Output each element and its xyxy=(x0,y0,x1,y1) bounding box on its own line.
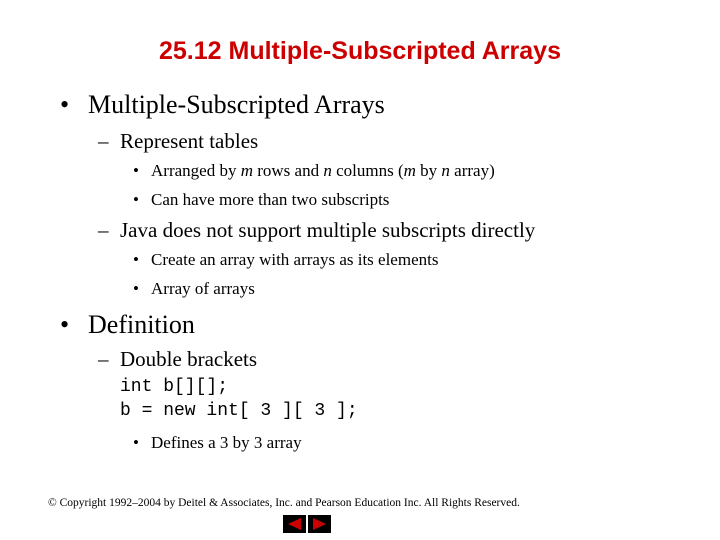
code-line-declaration: int b[][]; xyxy=(120,377,229,397)
code-line-allocation: b = new int[ 3 ][ 3 ]; xyxy=(120,401,358,421)
bullet-marker: • xyxy=(133,279,139,298)
text-part: array) xyxy=(449,161,495,180)
text-part: rows and xyxy=(252,161,324,180)
dash-marker: – xyxy=(98,129,109,153)
subbullet-text: Represent tables xyxy=(120,129,259,153)
subsubbullet-text: Array of arrays xyxy=(151,279,255,298)
previous-slide-button[interactable] xyxy=(283,515,306,533)
subsubbullet-more-subscripts xyxy=(133,189,389,211)
bullet-marker: • xyxy=(133,250,139,269)
subsubbullet-defines-array xyxy=(133,432,302,454)
subsubbullet-text: Defines a 3 by 3 array xyxy=(151,433,302,452)
bullet-text: Definition xyxy=(88,310,195,339)
text-part: by xyxy=(415,161,442,180)
subsubbullet-text: Create an array with arrays as its elements xyxy=(151,250,439,269)
bullet-marker: • xyxy=(60,310,70,339)
bullet-multiple-subscripted-arrays xyxy=(60,90,385,120)
dash-marker: – xyxy=(98,347,109,371)
subbullet-java-not-support xyxy=(98,217,535,243)
dash-marker: – xyxy=(98,218,109,242)
next-slide-button[interactable] xyxy=(308,515,331,533)
bullet-marker: • xyxy=(133,190,139,209)
triangle-left-icon xyxy=(283,515,306,533)
bullet-marker: • xyxy=(133,433,139,452)
text-part: Arranged by xyxy=(151,161,241,180)
triangle-right-icon xyxy=(308,515,331,533)
subbullet-double-brackets xyxy=(98,346,257,372)
variable-n: n xyxy=(323,161,332,180)
subsubbullet-arranged-by xyxy=(133,160,495,182)
copyright-footer: © Copyright 1992–2004 by Deitel & Associates, Inc. and Pearson Education Inc. All Rights Reserved. xyxy=(48,497,520,509)
subsubbullet-create-array xyxy=(133,249,438,271)
subbullet-text: Double brackets xyxy=(120,347,258,371)
slide-title: 25.12 Multiple-Subscripted Arrays xyxy=(159,37,561,65)
variable-m: m xyxy=(403,161,416,180)
bullet-marker: • xyxy=(60,90,70,119)
text-part: columns ( xyxy=(331,161,404,180)
subsubbullet-array-of-arrays xyxy=(133,278,255,300)
bullet-definition xyxy=(60,310,195,340)
variable-m: m xyxy=(240,161,253,180)
bullet-text: Multiple-Subscripted Arrays xyxy=(88,90,385,119)
bullet-marker: • xyxy=(133,161,139,180)
variable-n: n xyxy=(441,161,450,180)
subsubbullet-text: Can have more than two subscripts xyxy=(151,190,390,209)
subbullet-text: Java does not support multiple subscripts directly xyxy=(120,218,536,242)
subbullet-represent-tables xyxy=(98,128,258,154)
